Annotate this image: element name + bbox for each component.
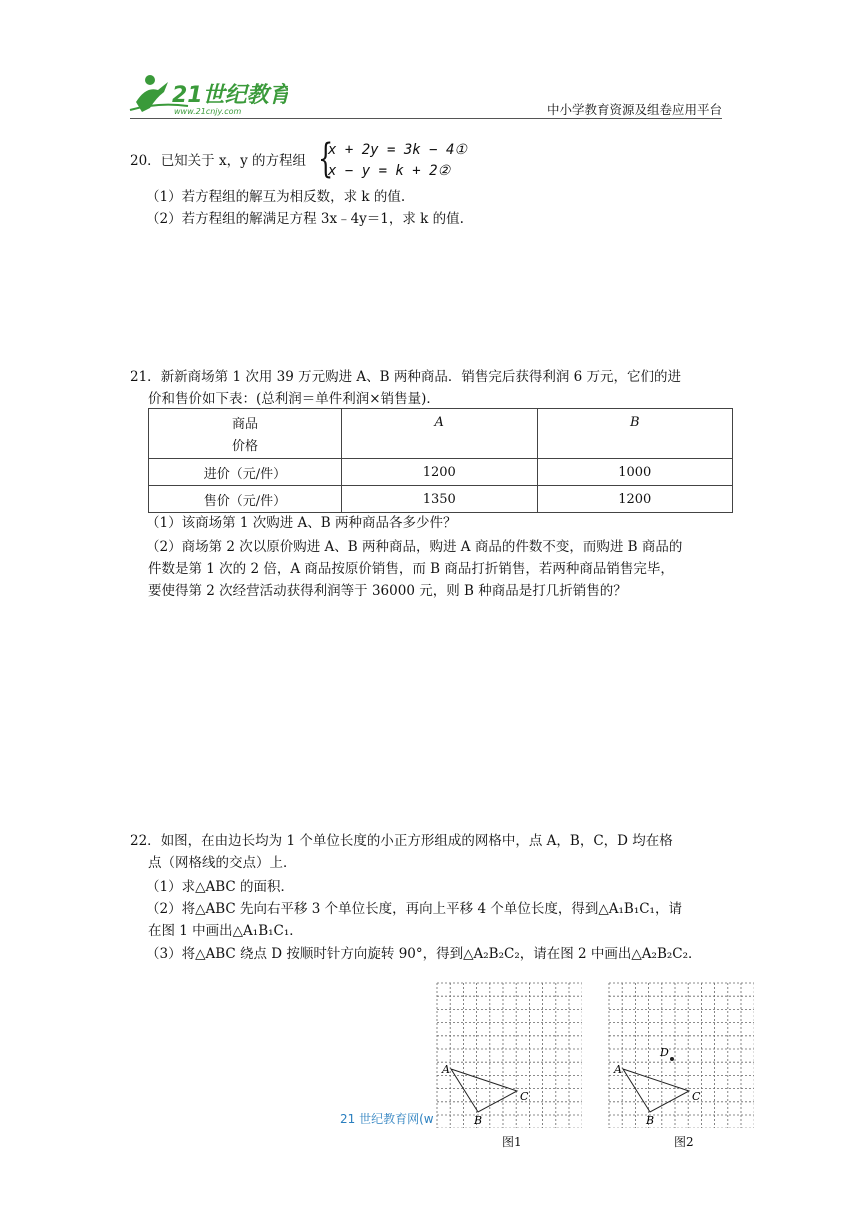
q21-line1 xyxy=(130,366,681,388)
q21-part2-line3: 要使得第 2 次经营活动获得利润等于 36000 元，则 B 种商品是打几折销售的？ xyxy=(148,583,627,599)
q22-number: 22． xyxy=(130,833,161,849)
table-corner-cell xyxy=(149,409,342,459)
label-d: D xyxy=(660,1046,669,1059)
brace-icon: { xyxy=(318,136,334,182)
cell-value: 1200 xyxy=(537,486,733,513)
logo-text: 21世纪教育 xyxy=(172,83,288,108)
row-label: 进价（元/件） xyxy=(149,459,342,486)
q21-number: 21． xyxy=(130,369,161,385)
triangle-abc xyxy=(451,1069,517,1112)
q22-part2-line2: 在图 1 中画出△A₁B₁C₁． xyxy=(148,923,303,939)
corner-bottom-label: 价格 xyxy=(231,439,258,454)
cell-value: 1200 xyxy=(342,459,538,486)
site-logo xyxy=(128,72,288,118)
label-b: B xyxy=(474,1114,483,1127)
header-divider xyxy=(130,118,722,119)
label-b: B xyxy=(646,1114,655,1127)
footer-watermark: 21 世纪教育网(w xyxy=(340,1112,434,1126)
q21-part2-line2: 件数是第 1 次的 2 倍，A 商品按原价销售，而 B 商品打折销售，若两种商品销售完毕， xyxy=(148,561,674,577)
figure-1-caption: 图1 xyxy=(502,1135,522,1149)
label-c: C xyxy=(520,1090,529,1103)
q20-part1: （1）若方程组的解互为相反数，求 k 的值. xyxy=(146,189,406,205)
q22-part2-line1: （2）将△ABC 先向右平移 3 个单位长度，再向上平移 4 个单位长度，得到△A₁B₁C₁，请 xyxy=(146,901,682,917)
table-row xyxy=(149,459,733,486)
corner-top-label: 商品 xyxy=(231,417,258,432)
row-label: 售价（元/件） xyxy=(149,486,342,513)
label-a: A xyxy=(442,1063,450,1076)
q20-stem-text: 已知关于 x，y 的方程组 xyxy=(160,153,307,169)
price-table xyxy=(148,408,733,513)
q22-line1 xyxy=(130,830,673,852)
q21-part1: （1）该商场第 1 次购进 A、B 两种商品各多少件？ xyxy=(146,515,457,531)
q21-line1-text: 新新商场第 1 次用 39 万元购进 A、B 两种商品．销售完后获得利润 6 万元，它们的进 xyxy=(160,369,682,385)
figure-2-caption: 图2 xyxy=(674,1135,694,1149)
q20-part2: （2）若方程组的解满足方程 3x﹣4y＝1，求 k 的值. xyxy=(146,211,464,227)
table-row xyxy=(149,486,733,513)
figure-1-grid xyxy=(436,982,582,1128)
table-header-row xyxy=(149,409,733,459)
q21-part2-line1: （2）商场第 2 次以原价购进 A、B 两种商品，购进 A 商品的件数不变，而购进 B 商品的 xyxy=(146,539,683,555)
q20-stem xyxy=(130,150,306,172)
q20-equation-1: x + 2y = 3k − 4① xyxy=(328,142,467,158)
cell-value: 1000 xyxy=(537,459,733,486)
q20-equation-system xyxy=(318,136,468,184)
figure-2-grid xyxy=(608,982,754,1128)
q22-part3: （3）将△ABC 绕点 D 按顺时针方向旋转 90°，得到△A₂B₂C₂，请在图 2 中画出△A₂B₂C₂． xyxy=(146,946,702,962)
header-platform-text: 中小学教育资源及组卷应用平台 xyxy=(546,102,722,117)
column-header-b: B xyxy=(537,409,733,459)
label-c: C xyxy=(692,1090,701,1103)
logo-url: www.21cnjy.com xyxy=(174,107,242,116)
grid-lines xyxy=(437,983,582,1128)
grid-lines xyxy=(609,983,754,1128)
q20-number: 20． xyxy=(130,153,161,169)
q22-line1-text: 如图，在由边长均为 1 个单位长度的小正方形组成的网格中，点 A，B，C，D 均在格 xyxy=(160,833,673,849)
q22-line2: 点（网格线的交点）上． xyxy=(148,855,297,871)
cell-value: 1350 xyxy=(342,486,538,513)
triangle-abc xyxy=(623,1069,689,1112)
q20-equation-2: x − y = k + 2② xyxy=(328,163,451,179)
q21-line2: 价和售价如下表：(总利润＝单件利润×销售量)． xyxy=(148,391,440,407)
label-a: A xyxy=(614,1063,622,1076)
q22-part1: （1）求△ABC 的面积． xyxy=(146,879,295,895)
column-header-a: A xyxy=(342,409,538,459)
point-d xyxy=(670,1057,674,1061)
